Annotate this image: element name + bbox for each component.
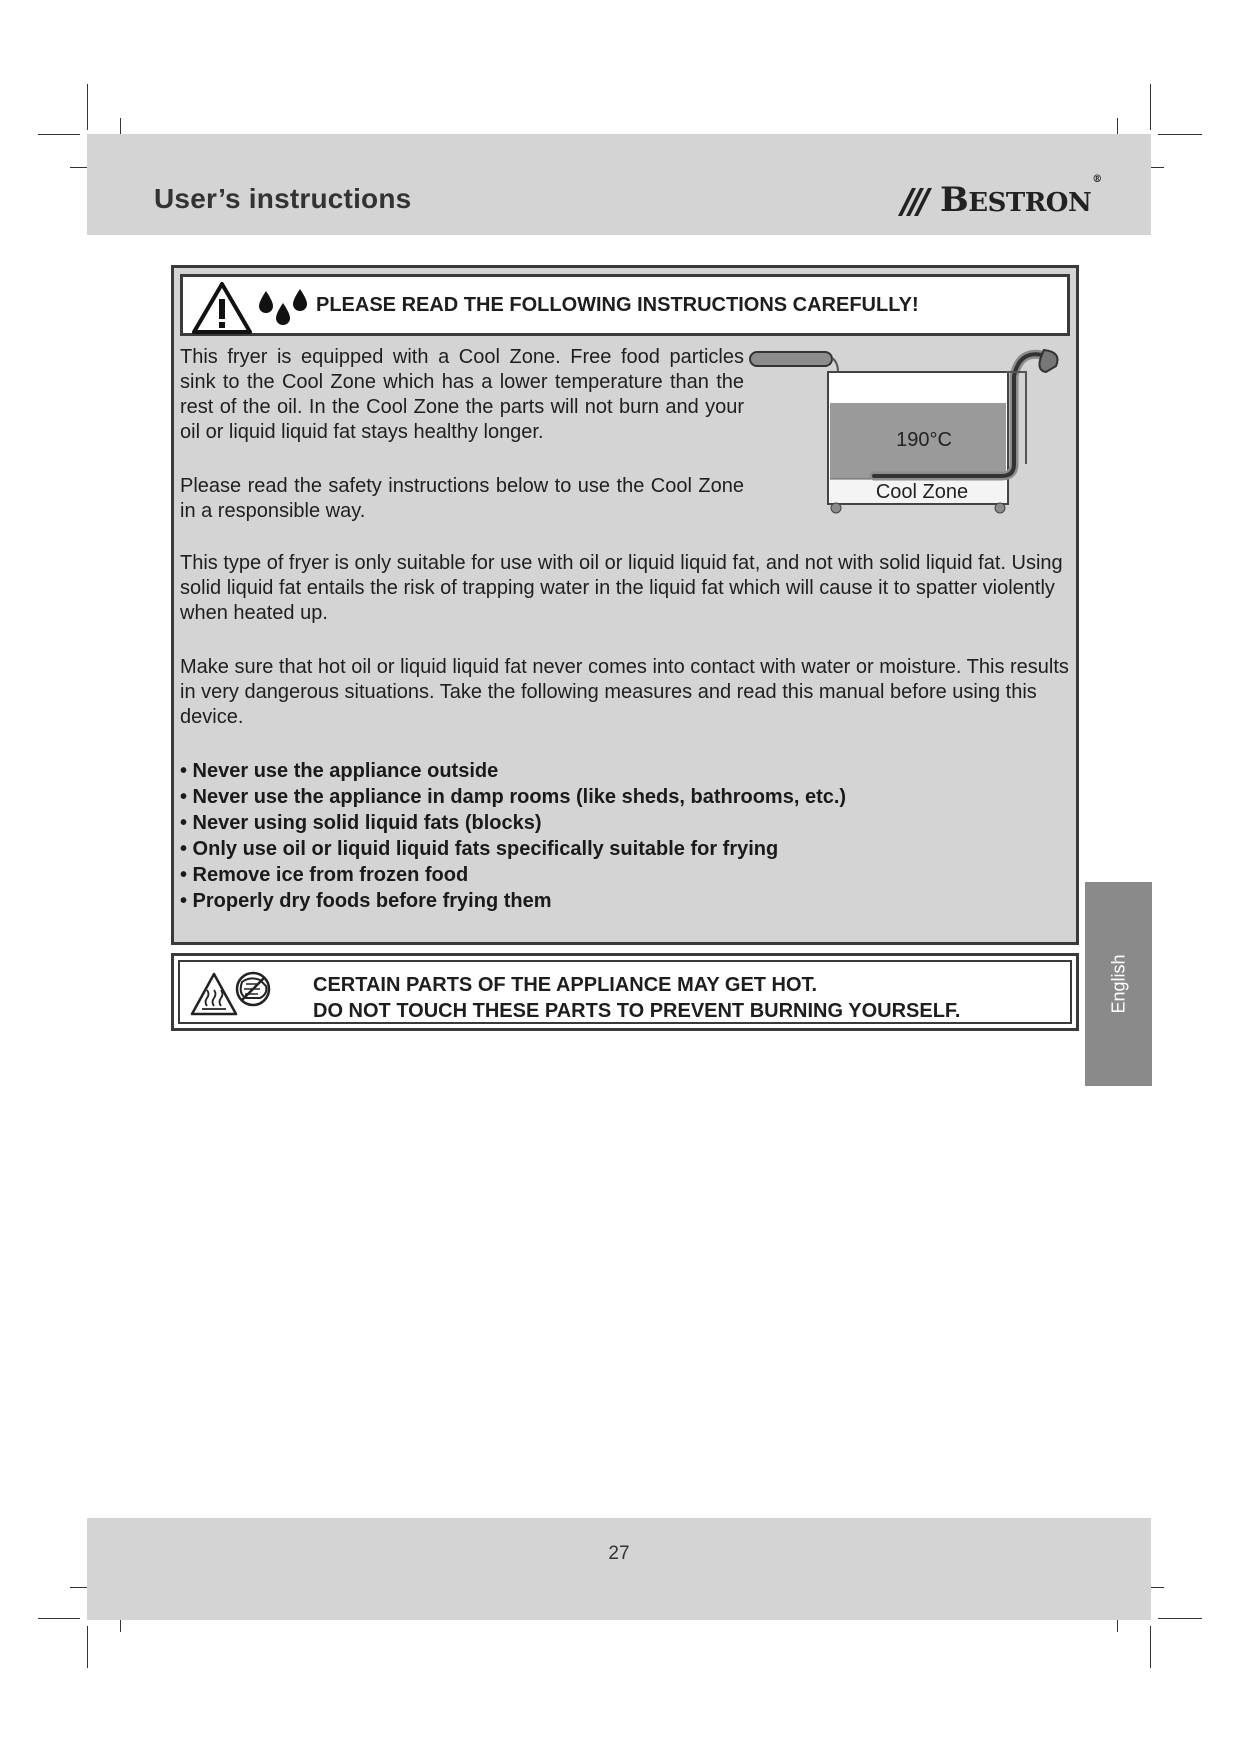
list-item: • Only use oil or liquid liquid fats specifically suitable for frying	[180, 838, 779, 860]
solid-fat-paragraph: This type of fryer is only suitable for use with oil or liquid liquid fat, and not with solid liquid fat. Using solid liquid fat entails the risk of trapping water in the liquid fat which will cause it to spatter violently when heated up.	[180, 552, 1063, 624]
brand-logo	[896, 174, 1102, 222]
chevrons-icon	[896, 180, 936, 220]
crop-mark	[38, 134, 80, 135]
hot-warning-text	[313, 972, 960, 1024]
page-number: 27	[608, 1543, 630, 1564]
crop-mark	[87, 84, 88, 130]
list-item: • Never use the appliance in damp rooms (like sheds, bathrooms, etc.)	[180, 786, 847, 808]
footer-band	[87, 1518, 1151, 1620]
list-item: • Never use the appliance outside	[180, 760, 499, 782]
crop-mark	[1150, 84, 1151, 130]
language-tab	[1085, 882, 1152, 1086]
panel-heading: PLEASE READ THE FOLLOWING INSTRUCTIONS CAREFULLY!	[316, 294, 919, 316]
crop-mark	[1158, 134, 1202, 135]
list-item: • Never using solid liquid fats (blocks)	[180, 812, 542, 834]
page-title: User’s instructions	[154, 183, 412, 214]
hot-warning-panel	[171, 953, 1079, 1031]
safety-paragraph: Please read the safety instructions below to use the Cool Zone in a responsible way.	[180, 475, 744, 522]
language-label: English	[1108, 954, 1128, 1014]
drops-icon	[257, 287, 309, 329]
hot-warning-line: DO NOT TOUCH THESE PARTS TO PREVENT BURNING YOURSELF.	[313, 1000, 961, 1022]
cool-zone-label: Cool Zone	[875, 481, 969, 503]
temperature-label: 190°C	[896, 429, 952, 451]
hot-warning-line: CERTAIN PARTS OF THE APPLIANCE MAY GET HOT.	[313, 974, 818, 996]
list-item: • Remove ice from frozen food	[180, 864, 469, 886]
crop-mark	[1158, 1618, 1202, 1619]
crop-mark	[87, 1626, 88, 1668]
brand-name: BESTRON®	[940, 174, 1102, 220]
warning-triangle-icon	[191, 281, 253, 335]
crop-mark	[1150, 1626, 1151, 1668]
hot-warning-inner	[178, 960, 1072, 1024]
fryer-diagram	[744, 342, 1074, 522]
hot-surface-icon	[190, 968, 276, 1020]
cool-zone-paragraph: This fryer is equipped with a Cool Zone. Free food particles sink to the Cool Zone which has a lower temperature than the rest of the oil. In the Cool Zone the parts will not burn and your oil or liquid liquid fat stays healthy longer.	[180, 346, 744, 443]
instructions-panel	[171, 265, 1079, 945]
crop-mark	[38, 1618, 80, 1619]
moisture-paragraph: Make sure that hot oil or liquid liquid fat never comes into contact with water or moisture. This results in very dangerous situations. Take the following measures and read this manual before using this device.	[180, 656, 1069, 728]
list-item: • Properly dry foods before frying them	[180, 890, 552, 912]
safety-bullets	[180, 758, 846, 914]
panel-header	[180, 274, 1070, 336]
